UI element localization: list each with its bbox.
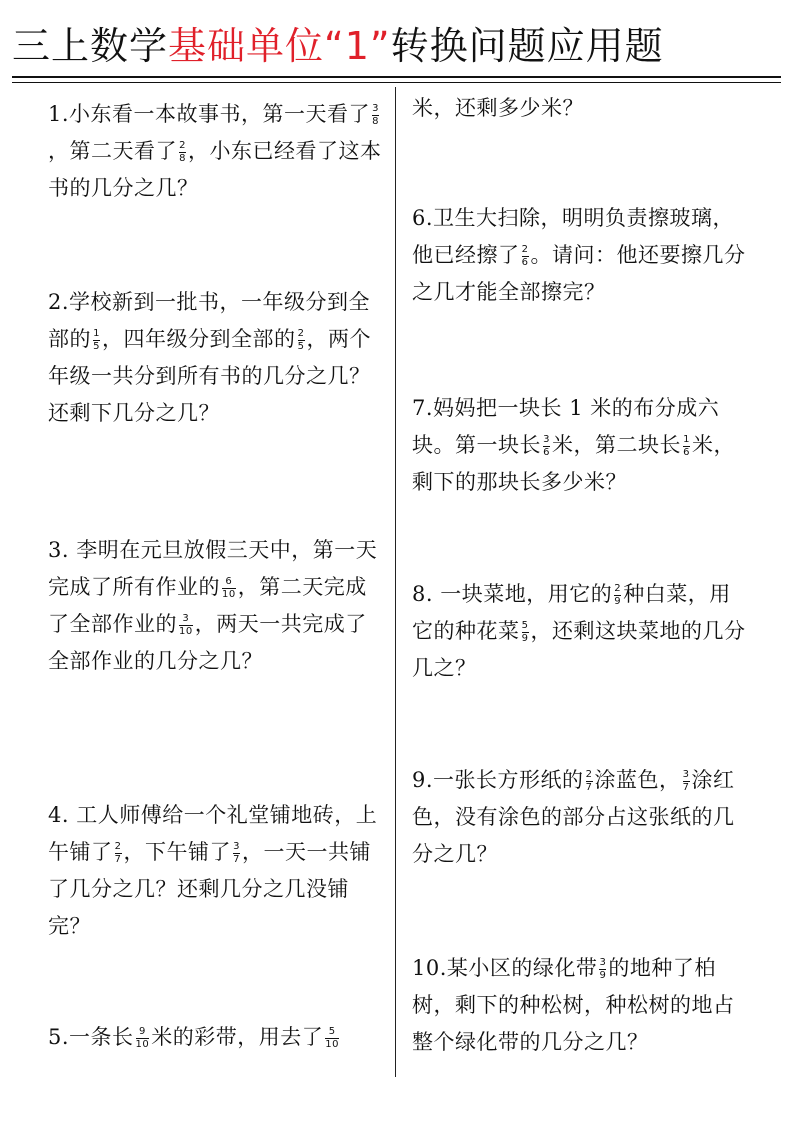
fraction-denominator: 6 <box>683 447 690 458</box>
question-text: ，还剩这块菜地的几分几之？ <box>412 619 746 680</box>
question-text: ，下午铺了 <box>123 840 231 864</box>
question-text: ，第二天看了 <box>48 139 177 163</box>
fraction-denominator: 7 <box>114 854 122 865</box>
fraction <box>93 329 100 352</box>
question-text: 6.卫生大扫除，明明负责擦玻璃，他已经擦了 <box>412 206 735 267</box>
fraction-denominator: 5 <box>297 341 305 352</box>
question-text: 3. 李明在元旦放假三天中，第一天完成了所有作业的 <box>48 538 378 599</box>
fraction-denominator: 10 <box>325 1039 340 1050</box>
title-rule-thin <box>12 82 781 83</box>
fraction-denominator: 10 <box>179 626 193 637</box>
fraction <box>543 435 550 458</box>
fraction <box>586 770 593 793</box>
page-title <box>12 22 792 70</box>
fraction <box>115 842 122 865</box>
fraction <box>325 1027 339 1050</box>
fraction <box>179 614 193 637</box>
fraction-denominator: 7 <box>682 782 690 793</box>
fraction-numerator: 2 <box>614 583 622 594</box>
fraction <box>599 958 606 981</box>
question-text: 9.一张长方形纸的 <box>412 768 584 792</box>
fraction-numerator: 3 <box>682 769 690 780</box>
fraction-numerator: 2 <box>585 769 593 780</box>
question-text: 米，第二块长 <box>552 433 681 457</box>
fraction-denominator: 9 <box>614 596 622 607</box>
question-text: 7.妈妈把一块长 1 米的布分成六块。第一块长 <box>412 396 720 457</box>
fraction-denominator: 10 <box>222 589 236 600</box>
fraction-denominator: 8 <box>372 116 379 127</box>
fraction-denominator: 9 <box>599 970 607 981</box>
fraction-denominator: 6 <box>521 257 529 268</box>
fraction <box>233 842 240 865</box>
fraction-numerator: 2 <box>114 841 122 852</box>
question-text: 米，剩下的那块长多少米？ <box>412 433 735 494</box>
question-text: 5.一条长 <box>48 1025 134 1049</box>
fraction-numerator: 2 <box>179 140 186 151</box>
fraction-numerator: 3 <box>233 841 240 852</box>
fraction <box>298 329 305 352</box>
question-8 <box>412 576 748 687</box>
question-text: 1.小东看一本故事书，第一天看了 <box>48 102 371 126</box>
question-10 <box>412 950 748 1061</box>
fraction-denominator: 6 <box>543 447 550 458</box>
question-7 <box>412 390 748 501</box>
question-text: 种白菜，用它的种花菜 <box>412 582 731 643</box>
column-divider <box>395 87 396 1077</box>
title-part3: 转换问题应用题 <box>390 24 664 68</box>
fraction <box>683 435 690 458</box>
question-text: ，一天一共铺了几分之几？还剩几分之几没铺完？ <box>48 840 371 938</box>
fraction-numerator: 9 <box>138 1026 146 1037</box>
question-text: 涂红色，没有涂色的部分占这张纸的几分之几？ <box>412 768 735 866</box>
fraction-numerator: 6 <box>225 576 233 587</box>
question-3 <box>48 532 384 680</box>
fraction-denominator: 8 <box>179 153 186 164</box>
question-2 <box>48 284 384 432</box>
title-part1: 三上数学 <box>12 24 169 68</box>
title-rule-thick <box>12 76 781 78</box>
fraction-numerator: 5 <box>328 1026 336 1037</box>
question-text: 10.某小区的绿化带 <box>412 956 598 980</box>
question-4 <box>48 797 384 945</box>
question-text: 。请问：他还要擦几分之几才能全部擦完？ <box>412 243 746 304</box>
question-text: 2.学校新到一批书，一年级分到全部的 <box>48 290 371 351</box>
fraction-numerator: 1 <box>683 434 690 445</box>
fraction <box>683 770 690 793</box>
fraction-numerator: 3 <box>182 613 190 624</box>
question-6 <box>412 200 748 311</box>
fraction-numerator: 3 <box>372 103 379 114</box>
fraction-numerator: 3 <box>599 957 607 968</box>
fraction <box>372 104 379 127</box>
question-text: ，两天一共完成了全部作业的几分之几？ <box>48 612 367 673</box>
fraction-numerator: 2 <box>521 244 529 255</box>
fraction-denominator: 7 <box>233 854 240 865</box>
fraction-denominator: 9 <box>521 633 529 644</box>
question-text: ，第二天完成了全部作业的 <box>48 575 367 636</box>
question-5-continued <box>412 90 748 127</box>
fraction-numerator: 1 <box>93 328 100 339</box>
title-highlight: 基础单位“1” <box>168 24 391 68</box>
question-text: 米，还剩多少米？ <box>412 96 584 120</box>
question-text: ，四年级分到全部的 <box>102 327 296 351</box>
fraction-denominator: 7 <box>585 782 593 793</box>
fraction-denominator: 10 <box>135 1039 150 1050</box>
fraction <box>614 584 621 607</box>
fraction <box>136 1027 150 1050</box>
question-text: 4. 工人师傅给一个礼堂铺地砖，上午铺了 <box>48 803 378 864</box>
question-1 <box>48 96 384 207</box>
question-text: 米的彩带，用去了 <box>151 1025 324 1049</box>
question-text: 的地种了柏树，剩下的种松树，种松树的地占整个绿化带的几分之几？ <box>412 956 735 1054</box>
fraction <box>179 141 186 164</box>
fraction-numerator: 5 <box>521 620 529 631</box>
fraction <box>522 245 529 268</box>
question-text: ，小东已经看了这本书的几分之几？ <box>48 139 382 200</box>
question-9 <box>412 762 748 873</box>
fraction <box>522 621 529 644</box>
fraction-numerator: 3 <box>543 434 550 445</box>
fraction <box>222 577 236 600</box>
question-text: 8. 一块菜地，用它的 <box>412 582 613 606</box>
question-text: ，两个年级一共分到所有书的几分之几？还剩下几分之几？ <box>48 327 371 425</box>
question-5 <box>48 1019 384 1056</box>
question-text: 涂蓝色， <box>594 768 681 792</box>
fraction-denominator: 5 <box>93 341 100 352</box>
fraction-numerator: 2 <box>297 328 305 339</box>
